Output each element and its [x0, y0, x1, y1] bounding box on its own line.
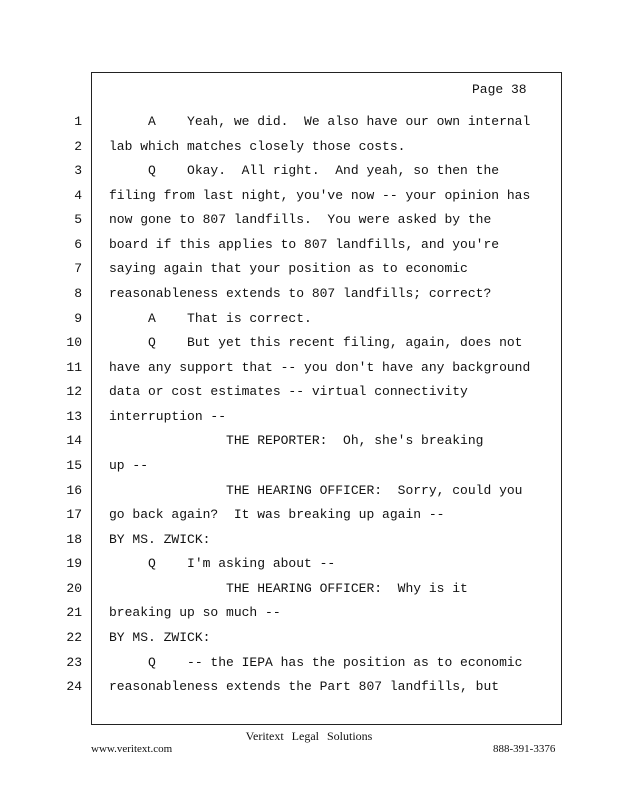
line-number: 6 [74, 237, 82, 252]
line-text: Q But yet this recent filing, again, does not [109, 335, 523, 350]
line-number: 9 [74, 311, 82, 326]
line-text: THE REPORTER: Oh, she's breaking [109, 433, 484, 448]
line-number: 7 [74, 261, 82, 276]
line-number: 18 [66, 532, 82, 547]
line-text: interruption -- [109, 409, 227, 424]
line-text: reasonableness extends the Part 807 landfills, but [109, 679, 500, 694]
line-text: Q -- the IEPA has the position as to economic [109, 655, 523, 670]
footer-phone: 888-391-3376 [493, 743, 556, 755]
line-text: THE HEARING OFFICER: Sorry, could you [109, 483, 523, 498]
line-number: 3 [74, 163, 82, 178]
line-number: 14 [66, 433, 82, 448]
line-number: 2 [74, 139, 82, 154]
line-text: Q I'm asking about -- [109, 556, 336, 571]
line-text: Q Okay. All right. And yeah, so then the [109, 163, 500, 178]
line-number: 12 [66, 384, 82, 399]
line-text: board if this applies to 807 landfills, and you're [109, 237, 500, 252]
line-text: BY MS. ZWICK: [109, 532, 211, 547]
line-number: 10 [66, 335, 82, 350]
line-text: A That is correct. [109, 311, 312, 326]
line-number: 21 [66, 605, 82, 620]
line-number: 19 [66, 556, 82, 571]
line-text: reasonableness extends to 807 landfills; correct? [109, 286, 492, 301]
line-number: 13 [66, 409, 82, 424]
line-text: data or cost estimates -- virtual connectivity [109, 384, 468, 399]
line-text: now gone to 807 landfills. You were asked by the [109, 212, 492, 227]
page-number: Page 38 [472, 82, 527, 97]
line-number: 11 [66, 360, 82, 375]
line-number: 17 [66, 507, 82, 522]
line-number: 5 [74, 212, 82, 227]
footer-company: Veritext Legal Solutions [245, 729, 373, 743]
line-text: filing from last night, you've now -- your opinion has [109, 188, 531, 203]
line-text: breaking up so much -- [109, 605, 281, 620]
line-text: have any support that -- you don't have any background [109, 360, 531, 375]
line-number: 15 [66, 458, 82, 473]
line-number: 22 [66, 630, 82, 645]
line-text: A Yeah, we did. We also have our own internal [109, 114, 531, 129]
line-number: 20 [66, 581, 82, 596]
line-number: 8 [74, 286, 82, 301]
line-text: saying again that your position as to economic [109, 261, 468, 276]
line-number: 16 [66, 483, 82, 498]
footer-website: www.veritext.com [91, 743, 173, 755]
line-number: 4 [74, 188, 82, 203]
line-number: 24 [66, 679, 82, 694]
line-text: up -- [109, 458, 149, 473]
line-number: 23 [66, 655, 82, 670]
line-text: lab which matches closely those costs. [109, 139, 406, 154]
line-text: THE HEARING OFFICER: Why is it [109, 581, 468, 596]
line-text: go back again? It was breaking up again -- [109, 507, 445, 522]
line-number: 1 [74, 114, 82, 129]
line-text: BY MS. ZWICK: [109, 630, 211, 645]
